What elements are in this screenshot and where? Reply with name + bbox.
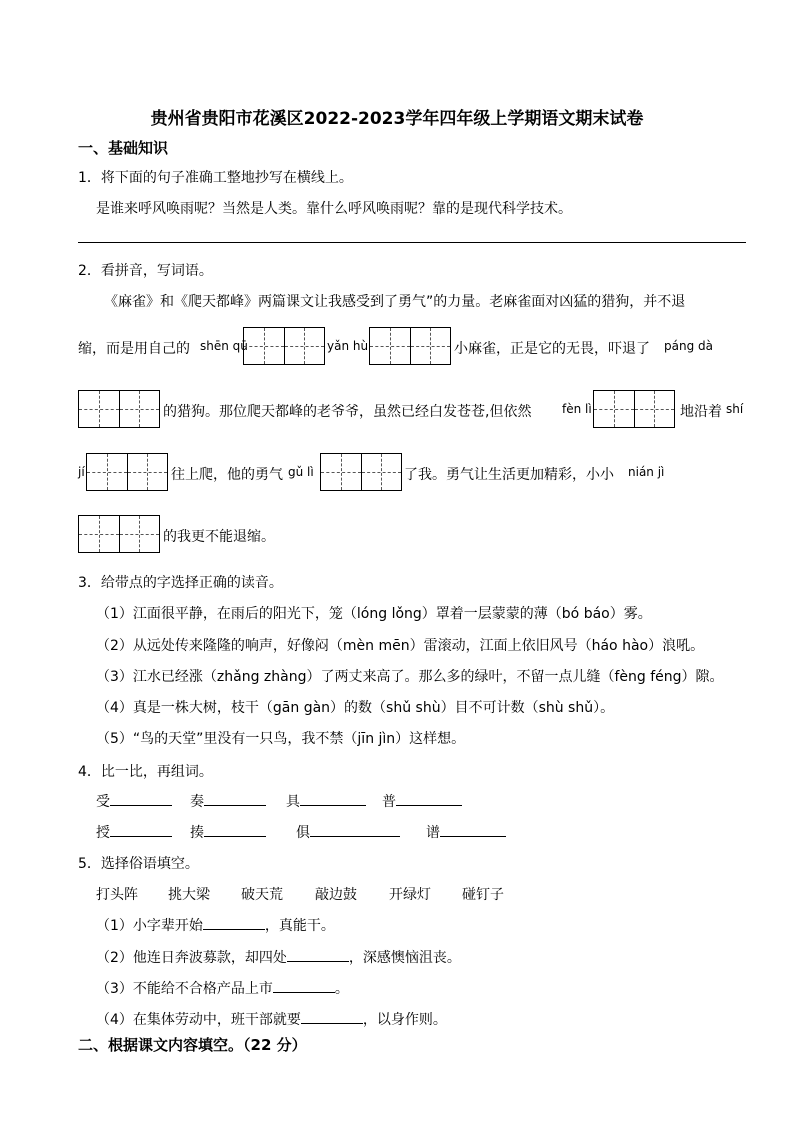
q2-line5: 的我更不能退缩。	[163, 529, 275, 545]
answer-box-yanhu[interactable]	[369, 327, 451, 365]
q4-row1-item-3	[286, 791, 366, 811]
q4-blank[interactable]	[310, 822, 400, 837]
q5-option-2: 挑大梁	[168, 887, 210, 903]
q4-blank[interactable]	[300, 791, 366, 806]
q5-option-1: 打头阵	[96, 887, 138, 903]
q5-sentence-2	[96, 947, 461, 967]
q2-line2-text-b: 小麻雀，正是它的无畏，吓退了	[454, 341, 650, 357]
q4-row2-item-1	[96, 822, 172, 842]
q5-option-5: 开绿灯	[389, 887, 431, 903]
pinyin-shenqu: shēn qū	[200, 339, 248, 353]
q2-line4-text-a: 往上爬，他的勇气	[171, 467, 283, 483]
pinyin-nianji: nián jì	[628, 465, 665, 479]
q4-char: 普	[382, 794, 396, 810]
q1-sentence: 是谁来呼风唤雨呢？当然是人类。靠什么呼风唤雨呢？靠的是现代科学技术。	[96, 201, 572, 217]
q5-prompt: 5．选择俗语填空。	[78, 856, 199, 872]
answer-box-shenqu[interactable]	[243, 327, 325, 365]
q4-row2-item-2	[190, 822, 266, 842]
q4-row2-item-3	[296, 822, 400, 842]
q2-line3-text-b: 地沿着	[680, 404, 722, 420]
q5-option-4: 敲边鼓	[315, 887, 357, 903]
q3-item-5: （5）“鸟的天堂”里没有一只鸟，我不禁（jīn jìn）这样想。	[96, 731, 466, 747]
q5-text: （2）他连日奔波募款，却四处	[96, 950, 287, 966]
section2-heading: 二、根据课文内容填空。（22 分）	[78, 1036, 307, 1054]
answer-box-shiji[interactable]	[86, 453, 168, 491]
q5-blank[interactable]	[287, 947, 349, 962]
q5-sentence-4	[96, 1009, 447, 1029]
answer-box-nianji[interactable]	[78, 515, 160, 553]
q4-row1-item-2	[190, 791, 266, 811]
pinyin-fenli: fèn lì	[562, 402, 592, 416]
q4-char: 具	[286, 794, 300, 810]
q5-text: ，以身作则。	[362, 1012, 447, 1028]
q5-option-3: 破天荒	[241, 887, 283, 903]
q4-char: 谱	[426, 825, 440, 841]
q1-answer-line[interactable]	[78, 242, 746, 243]
q3-item-2: （2）从远处传来隆隆的响声，好像闷（mèn mēn）雷滚动，江面上依旧风号（háo hào）浪吼。	[96, 638, 705, 654]
q2-line1: 《麻雀》和《爬天都峰》两篇课文让我感受到了勇气”的力量。老麻雀面对凶猛的猎狗，并不退	[104, 294, 686, 310]
q4-row1-item-4	[382, 791, 462, 811]
q5-sentence-3	[96, 978, 349, 998]
q5-text: （1）小字辈开始	[96, 918, 203, 934]
q4-char: 俱	[296, 825, 310, 841]
pinyin-shi: shí	[726, 402, 744, 416]
q4-char: 授	[96, 825, 110, 841]
q2-line3-text-a: 的猎狗。那位爬天都峰的老爷爷，虽然已经白发苍苍,但依然	[163, 404, 532, 420]
q4-row2-item-4	[426, 822, 506, 842]
q1-prompt: 1．将下面的句子准确工整地抄写在横线上。	[78, 170, 353, 186]
q2-line4-text-b: 了我。勇气让生活更加精彩，小小	[404, 467, 614, 483]
q4-blank[interactable]	[110, 791, 172, 806]
q3-item-3: （3）江水已经涨（zhǎng zhàng）了两丈来高了。那么多的绿叶，不留一点儿缝（fèng féng）隙。	[96, 669, 724, 685]
q4-char: 受	[96, 794, 110, 810]
pinyin-ji: jí	[78, 465, 85, 479]
q4-char: 奏	[190, 794, 204, 810]
q5-text: 。	[334, 981, 349, 997]
pinyin-guli: gǔ lì	[288, 465, 314, 479]
q4-blank[interactable]	[204, 822, 266, 837]
q4-row1-item-1	[96, 791, 172, 811]
pinyin-pangda: páng dà	[664, 339, 713, 353]
answer-box-guli[interactable]	[320, 453, 402, 491]
q4-blank[interactable]	[440, 822, 506, 837]
pinyin-yanhu: yǎn hù	[327, 339, 369, 353]
q5-sentence-1	[96, 915, 335, 935]
q5-option-6: 碰钉子	[462, 887, 504, 903]
q3-item-4: （4）真是一株大树，枝干（gān gàn）的数（shǔ shù）目不可计数（shù shǔ）。	[96, 700, 615, 716]
q4-blank[interactable]	[204, 791, 266, 806]
q4-blank[interactable]	[110, 822, 172, 837]
q3-prompt: 3．给带点的字选择正确的读音。	[78, 575, 283, 591]
q2-prompt: 2．看拼音，写词语。	[78, 263, 213, 279]
section1-heading: 一、基础知识	[78, 139, 169, 157]
q2-line2-text-a: 缩，而是用自己的	[78, 341, 190, 357]
q5-text: ，深感懊恼沮丧。	[348, 950, 461, 966]
answer-box-fenli[interactable]	[593, 390, 675, 428]
q4-prompt: 4．比一比，再组词。	[78, 764, 213, 780]
answer-box-pangda[interactable]	[78, 390, 160, 428]
q5-blank[interactable]	[273, 978, 335, 993]
q5-blank[interactable]	[301, 1009, 363, 1024]
q4-blank[interactable]	[396, 791, 462, 806]
q5-text: （3）不能给不合格产品上市	[96, 981, 273, 997]
q4-char: 揍	[190, 825, 204, 841]
q3-item-1: （1）江面很平静，在雨后的阳光下，笼（lóng lǒng）罩着一层蒙蒙的薄（bó báo）雾。	[96, 606, 652, 622]
q5-text: （4）在集体劳动中，班干部就要	[96, 1012, 301, 1028]
q5-blank[interactable]	[203, 915, 265, 930]
q5-text: ，真能干。	[264, 918, 335, 934]
page-title: 贵州省贵阳市花溪区2022-2023学年四年级上学期语文期末试卷	[150, 109, 644, 129]
